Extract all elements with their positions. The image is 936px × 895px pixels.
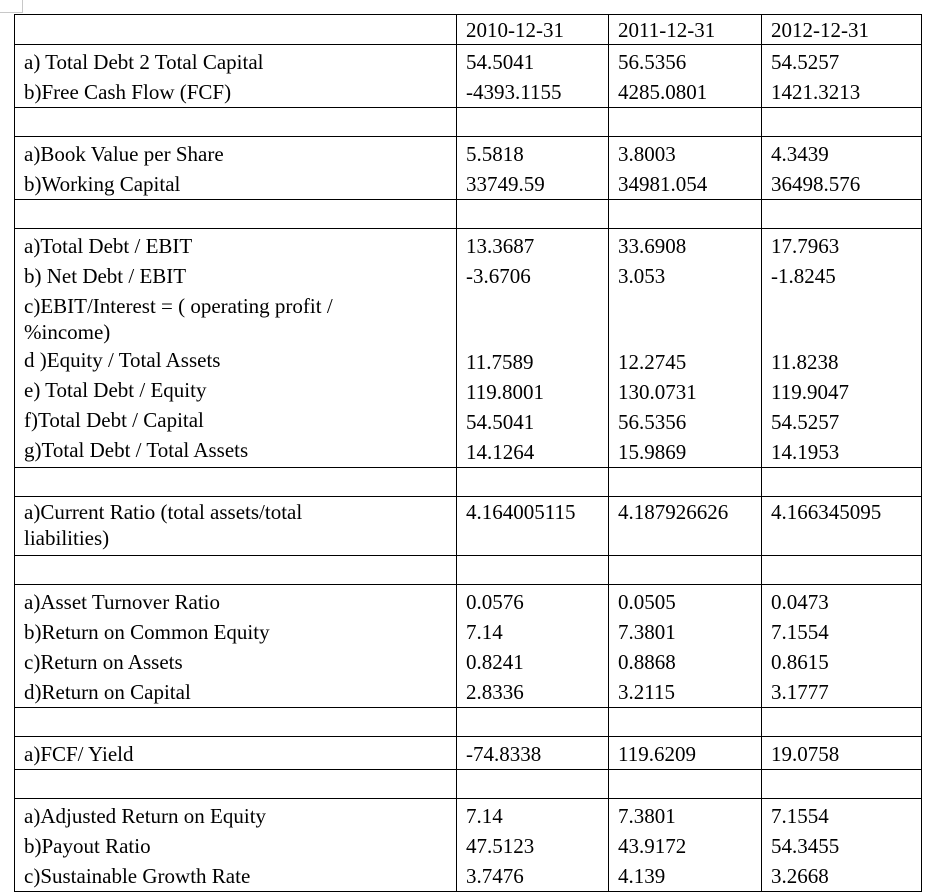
value: 0.8615	[771, 650, 829, 674]
row-label: %income)	[24, 320, 111, 344]
value: 3.8003	[618, 142, 676, 166]
group-debt-ratios	[15, 229, 922, 468]
value-cell	[457, 585, 609, 708]
page-corner-mark	[0, 0, 23, 13]
value: 7.1554	[771, 804, 829, 828]
value: 11.8238	[771, 350, 839, 374]
value: 7.14	[466, 804, 503, 828]
row-label: liabilities)	[24, 526, 110, 550]
group-growth	[15, 799, 922, 892]
row-label: b)Working Capital	[24, 172, 181, 196]
value: 7.1554	[771, 620, 829, 644]
value: 5.5818	[466, 142, 524, 166]
value: -4393.1155	[466, 80, 562, 104]
value: -74.8338	[466, 742, 542, 766]
value: 56.5356	[618, 50, 687, 74]
group-returns	[15, 585, 922, 708]
value-cell	[762, 137, 922, 200]
spacer-row	[15, 556, 922, 585]
row-label: c)Return on Assets	[24, 650, 183, 674]
value-cell	[609, 737, 762, 770]
value	[466, 291, 608, 347]
value: 19.0758	[771, 742, 840, 766]
value: 17.7963	[771, 234, 840, 258]
header-label-cell	[15, 15, 457, 45]
value: 4.164005115	[466, 500, 576, 524]
value-cell	[457, 497, 609, 556]
row-label: a)Adjusted Return on Equity	[24, 804, 267, 828]
header-year-2012: 2012-12-31	[762, 15, 922, 45]
value: 14.1264	[466, 440, 535, 464]
row-label: f)Total Debt / Capital	[24, 408, 204, 432]
value: 54.5041	[466, 410, 535, 434]
value-cell	[609, 799, 762, 892]
row-label: b)Free Cash Flow (FCF)	[24, 80, 232, 104]
value-cell	[457, 229, 609, 468]
value: 0.8868	[618, 650, 676, 674]
value: 0.8241	[466, 650, 524, 674]
value: 11.7589	[466, 350, 534, 374]
value: 4.139	[618, 864, 666, 888]
value-cell	[609, 229, 762, 468]
header-year-2010: 2010-12-31	[457, 15, 609, 45]
row-label: a)Total Debt / EBIT	[24, 234, 193, 258]
value: -3.6706	[466, 264, 531, 288]
value: 0.0473	[771, 590, 829, 614]
value-cell	[457, 737, 609, 770]
value-cell	[762, 229, 922, 468]
spacer-row	[15, 108, 922, 137]
value-cell	[609, 497, 762, 556]
value: 4.187926626	[618, 500, 729, 524]
value: 15.9869	[618, 440, 687, 464]
value-cell	[762, 45, 922, 108]
value: -1.8245	[771, 264, 836, 288]
value: 43.9172	[618, 834, 687, 858]
row-label: b)Payout Ratio	[24, 834, 151, 858]
row-label: g)Total Debt / Total Assets	[24, 438, 249, 462]
value	[771, 291, 921, 347]
value-cell	[609, 137, 762, 200]
value: 0.0505	[618, 590, 676, 614]
value: 54.5257	[771, 50, 840, 74]
value: 3.1777	[771, 680, 829, 704]
value: 7.3801	[618, 804, 676, 828]
value: 119.9047	[771, 380, 849, 404]
label-cell	[15, 799, 457, 892]
header-row	[15, 15, 922, 45]
row-label: a) Total Debt 2 Total Capital	[24, 50, 264, 74]
value-cell	[762, 737, 922, 770]
value: 3.7476	[466, 864, 524, 888]
value: 56.5356	[618, 410, 687, 434]
group-current-ratio	[15, 497, 922, 556]
ratio-table	[14, 14, 922, 892]
row-label: a)Book Value per Share	[24, 142, 224, 166]
value-cell	[609, 585, 762, 708]
value: 4.3439	[771, 142, 829, 166]
label-cell	[15, 137, 457, 200]
value-cell	[457, 45, 609, 108]
value: 119.8001	[466, 380, 544, 404]
label-cell	[15, 737, 457, 770]
row-label: c)EBIT/Interest = ( operating profit /	[24, 294, 333, 318]
label-cell	[15, 45, 457, 108]
value	[618, 291, 761, 347]
value: 4.166345095	[771, 500, 882, 524]
value: 130.0731	[618, 380, 697, 404]
value: 0.0576	[466, 590, 524, 614]
value: 7.14	[466, 620, 503, 644]
spacer-row	[15, 200, 922, 229]
value: 3.2115	[618, 680, 675, 704]
value: 54.3455	[771, 834, 840, 858]
value-cell	[457, 799, 609, 892]
row-label: b) Net Debt / EBIT	[24, 264, 187, 288]
spacer-row	[15, 770, 922, 799]
value-cell	[762, 799, 922, 892]
value: 1421.3213	[771, 80, 861, 104]
value: 2.8336	[466, 680, 524, 704]
value: 3.053	[618, 264, 666, 288]
row-label: e) Total Debt / Equity	[24, 378, 207, 402]
group-fcf-yield	[15, 737, 922, 770]
spacer-row	[15, 468, 922, 497]
value: 33.6908	[618, 234, 687, 258]
group-leverage-basic	[15, 45, 922, 108]
value: 36498.576	[771, 172, 861, 196]
value: 4285.0801	[618, 80, 708, 104]
row-label: a)Current Ratio (total assets/total	[24, 500, 303, 524]
value-cell	[762, 585, 922, 708]
label-cell	[15, 497, 457, 556]
value: 34981.054	[618, 172, 708, 196]
value: 7.3801	[618, 620, 676, 644]
row-label: a)Asset Turnover Ratio	[24, 590, 220, 614]
value: 13.3687	[466, 234, 535, 258]
value: 54.5257	[771, 410, 840, 434]
value: 14.1953	[771, 440, 840, 464]
row-label: d )Equity / Total Assets	[24, 348, 221, 372]
value-cell	[762, 497, 922, 556]
label-cell	[15, 585, 457, 708]
row-label: b)Return on Common Equity	[24, 620, 270, 644]
value-cell	[457, 137, 609, 200]
value: 12.2745	[618, 350, 687, 374]
value: 3.2668	[771, 864, 829, 888]
group-book-working	[15, 137, 922, 200]
value: 119.6209	[618, 742, 696, 766]
spacer-row	[15, 708, 922, 737]
row-label: d)Return on Capital	[24, 680, 191, 704]
value-cell	[609, 45, 762, 108]
label-cell	[15, 229, 457, 468]
row-label: a)FCF/ Yield	[24, 742, 134, 766]
row-label: c)Sustainable Growth Rate	[24, 864, 251, 888]
value: 54.5041	[466, 50, 535, 74]
value: 47.5123	[466, 834, 535, 858]
header-year-2011: 2011-12-31	[609, 15, 762, 45]
value: 33749.59	[466, 172, 545, 196]
